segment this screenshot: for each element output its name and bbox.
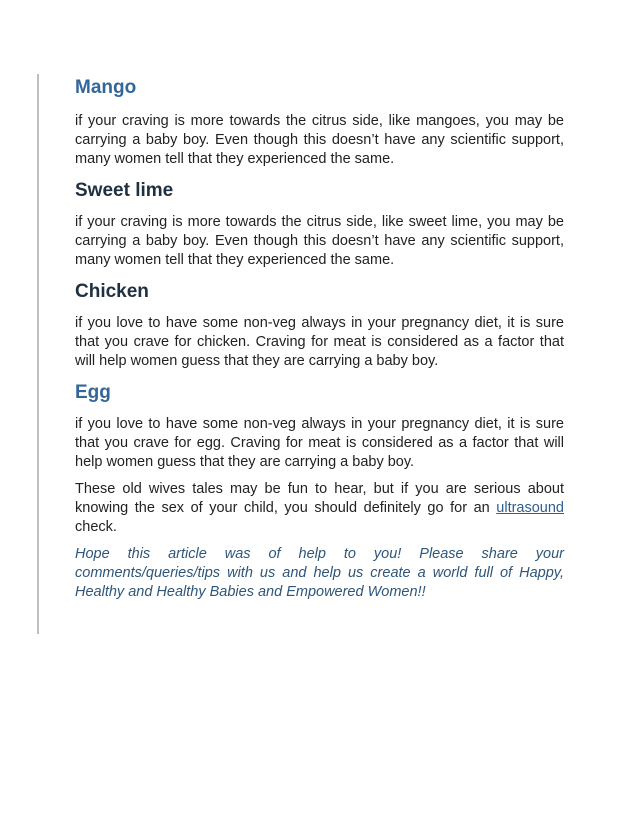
section-heading: Egg bbox=[75, 382, 111, 403]
section-body: if your craving is more towards the citrus side, like mangoes, you may be carrying a baby boy. Even though this doesn’t have any scientific support, many women tell that they experienced the same. bbox=[75, 113, 564, 167]
section-heading: Mango bbox=[75, 77, 137, 98]
section-body: if you love to have some non-veg always in your pregnancy diet, it is sure that you crave for chicken. Craving for meat is considered as a factor that will help women guess that they are carrying a baby boy. bbox=[75, 315, 564, 369]
section-mango bbox=[75, 74, 564, 169]
conclusion-paragraph bbox=[75, 480, 564, 537]
section-chicken bbox=[75, 278, 564, 371]
section-sweet-lime bbox=[75, 177, 564, 270]
section-body: if you love to have some non-veg always in your pregnancy diet, it is sure that you crave for egg. Craving for meat is considered as a factor that will help women guess that they are carrying a baby boy. bbox=[75, 416, 564, 470]
section-egg bbox=[75, 379, 564, 472]
section-heading: Sweet lime bbox=[75, 180, 174, 201]
ultrasound-link[interactable]: ultrasound bbox=[496, 500, 564, 516]
left-margin-rule bbox=[37, 74, 39, 634]
section-body: if your craving is more towards the citrus side, like sweet lime, you may be carrying a baby boy. Even though this doesn’t have any scientific support, many women tell that they experienced the same. bbox=[75, 214, 564, 268]
conclusion-text-before: These old wives tales may be fun to hear, but if you are serious about knowing the sex of your child, you should definitely go for an bbox=[75, 481, 564, 516]
conclusion-text bbox=[75, 480, 564, 537]
closing-paragraph bbox=[75, 545, 564, 602]
article-content bbox=[75, 74, 564, 610]
conclusion-text-after: check. bbox=[75, 519, 117, 535]
section-heading: Chicken bbox=[75, 281, 149, 302]
closing-text: Hope this article was of help to you! Please share your comments/queries/tips with us and help us create a world full of Happy, Healthy and Healthy Babies and Empowered Women!! bbox=[75, 546, 564, 600]
